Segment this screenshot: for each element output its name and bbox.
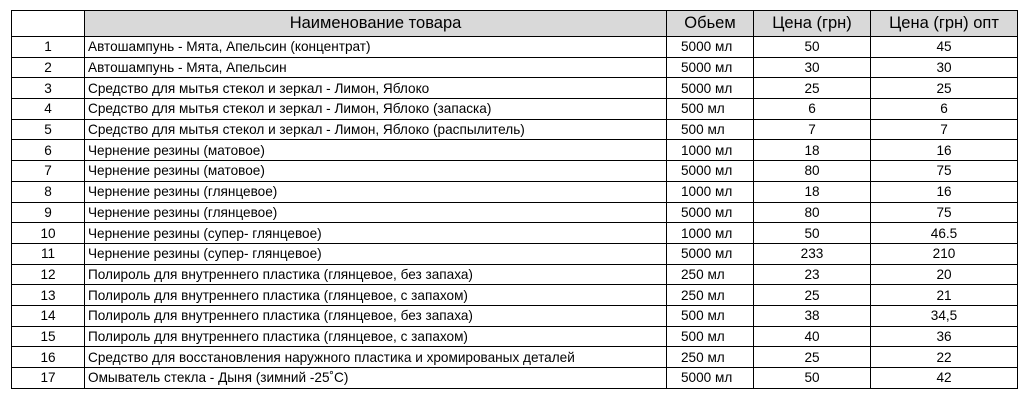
wholesale-price-cell: 6 (871, 99, 1018, 120)
row-number-cell: 1 (12, 37, 85, 58)
volume-cell: 5000 мл (667, 202, 754, 223)
product-name-cell: Полироль для внутреннего пластика (глянцевое, с запахом) (85, 285, 667, 306)
price-cell: 25 (754, 78, 871, 99)
product-name-cell: Омыватель стекла - Дыня (зимний -25˚С) (85, 368, 667, 389)
volume-cell: 250 мл (667, 347, 754, 368)
header-product-name: Наименование товара (85, 11, 667, 37)
price-cell: 18 (754, 181, 871, 202)
price-cell: 50 (754, 368, 871, 389)
header-price-wholesale: Цена (грн) опт (871, 11, 1018, 37)
table-row (12, 161, 1018, 182)
wholesale-price-cell: 210 (871, 243, 1018, 264)
volume-cell: 1000 мл (667, 140, 754, 161)
row-number-cell: 12 (12, 264, 85, 285)
row-number-cell: 9 (12, 202, 85, 223)
wholesale-price-cell: 75 (871, 202, 1018, 223)
product-name-cell: Полироль для внутреннего пластика (глянцевое, без запаха) (85, 264, 667, 285)
product-name-cell: Чернение резины (глянцевое) (85, 202, 667, 223)
price-cell: 25 (754, 285, 871, 306)
product-name-cell: Чернение резины (матовое) (85, 161, 667, 182)
table-row (12, 285, 1018, 306)
table-row (12, 37, 1018, 58)
row-number-cell: 15 (12, 326, 85, 347)
row-number-cell: 4 (12, 99, 85, 120)
product-name-cell: Средство для восстановления наружного пластика и хромированых деталей (85, 347, 667, 368)
row-number-cell: 16 (12, 347, 85, 368)
table-row (12, 57, 1018, 78)
volume-cell: 500 мл (667, 305, 754, 326)
wholesale-price-cell: 20 (871, 264, 1018, 285)
table-row (12, 223, 1018, 244)
price-cell: 50 (754, 37, 871, 58)
row-number-cell: 7 (12, 161, 85, 182)
table-row (12, 181, 1018, 202)
price-cell: 50 (754, 223, 871, 244)
table-row (12, 264, 1018, 285)
price-cell: 25 (754, 347, 871, 368)
price-cell: 6 (754, 99, 871, 120)
header-volume: Обьем (667, 11, 754, 37)
product-name-cell: Полироль для внутреннего пластика (глянцевое, без запаха) (85, 305, 667, 326)
price-cell: 23 (754, 264, 871, 285)
table-row (12, 78, 1018, 99)
header-price: Цена (грн) (754, 11, 871, 37)
product-name-cell: Автошампунь - Мята, Апельсин (85, 57, 667, 78)
wholesale-price-cell: 42 (871, 368, 1018, 389)
volume-cell: 250 мл (667, 264, 754, 285)
wholesale-price-cell: 21 (871, 285, 1018, 306)
row-number-cell: 13 (12, 285, 85, 306)
table-row (12, 99, 1018, 120)
product-name-cell: Чернение резины (супер- глянцевое) (85, 223, 667, 244)
row-number-cell: 11 (12, 243, 85, 264)
row-number-cell: 6 (12, 140, 85, 161)
price-cell: 30 (754, 57, 871, 78)
volume-cell: 500 мл (667, 326, 754, 347)
wholesale-price-cell: 30 (871, 57, 1018, 78)
price-cell: 38 (754, 305, 871, 326)
row-number-cell: 17 (12, 368, 85, 389)
volume-cell: 1000 мл (667, 223, 754, 244)
product-name-cell: Средство для мытья стекол и зеркал - Лимон, Яблоко (запаска) (85, 99, 667, 120)
wholesale-price-cell: 36 (871, 326, 1018, 347)
wholesale-price-cell: 45 (871, 37, 1018, 58)
volume-cell: 5000 мл (667, 57, 754, 78)
header-row (12, 11, 1018, 37)
product-name-cell: Средство для мытья стекол и зеркал - Лимон, Яблоко (85, 78, 667, 99)
product-name-cell: Автошампунь - Мята, Апельсин (концентрат) (85, 37, 667, 58)
wholesale-price-cell: 16 (871, 181, 1018, 202)
table-row (12, 368, 1018, 389)
wholesale-price-cell: 25 (871, 78, 1018, 99)
table-row (12, 119, 1018, 140)
row-number-cell: 5 (12, 119, 85, 140)
product-name-cell: Чернение резины (супер- глянцевое) (85, 243, 667, 264)
volume-cell: 5000 мл (667, 37, 754, 58)
product-name-cell: Чернение резины (глянцевое) (85, 181, 667, 202)
table-row (12, 202, 1018, 223)
product-name-cell: Средство для мытья стекол и зеркал - Лимон, Яблоко (распылитель) (85, 119, 667, 140)
row-number-cell: 8 (12, 181, 85, 202)
price-cell: 233 (754, 243, 871, 264)
product-name-cell: Полироль для внутреннего пластика (глянцевое, с запахом) (85, 326, 667, 347)
wholesale-price-cell: 46.5 (871, 223, 1018, 244)
product-name-cell: Чернение резины (матовое) (85, 140, 667, 161)
header-number (12, 11, 85, 37)
row-number-cell: 10 (12, 223, 85, 244)
volume-cell: 5000 мл (667, 161, 754, 182)
wholesale-price-cell: 16 (871, 140, 1018, 161)
volume-cell: 500 мл (667, 99, 754, 120)
volume-cell: 5000 мл (667, 78, 754, 99)
price-cell: 80 (754, 202, 871, 223)
price-cell: 40 (754, 326, 871, 347)
table-row (12, 243, 1018, 264)
row-number-cell: 2 (12, 57, 85, 78)
price-cell: 7 (754, 119, 871, 140)
table-body (12, 37, 1018, 389)
price-cell: 80 (754, 161, 871, 182)
table-row (12, 140, 1018, 161)
volume-cell: 500 мл (667, 119, 754, 140)
table-row (12, 326, 1018, 347)
volume-cell: 1000 мл (667, 181, 754, 202)
table-row (12, 305, 1018, 326)
wholesale-price-cell: 34,5 (871, 305, 1018, 326)
wholesale-price-cell: 75 (871, 161, 1018, 182)
price-cell: 18 (754, 140, 871, 161)
table-row (12, 347, 1018, 368)
row-number-cell: 3 (12, 78, 85, 99)
wholesale-price-cell: 22 (871, 347, 1018, 368)
volume-cell: 5000 мл (667, 243, 754, 264)
volume-cell: 5000 мл (667, 368, 754, 389)
row-number-cell: 14 (12, 305, 85, 326)
volume-cell: 250 мл (667, 285, 754, 306)
price-table (11, 10, 1018, 389)
wholesale-price-cell: 7 (871, 119, 1018, 140)
